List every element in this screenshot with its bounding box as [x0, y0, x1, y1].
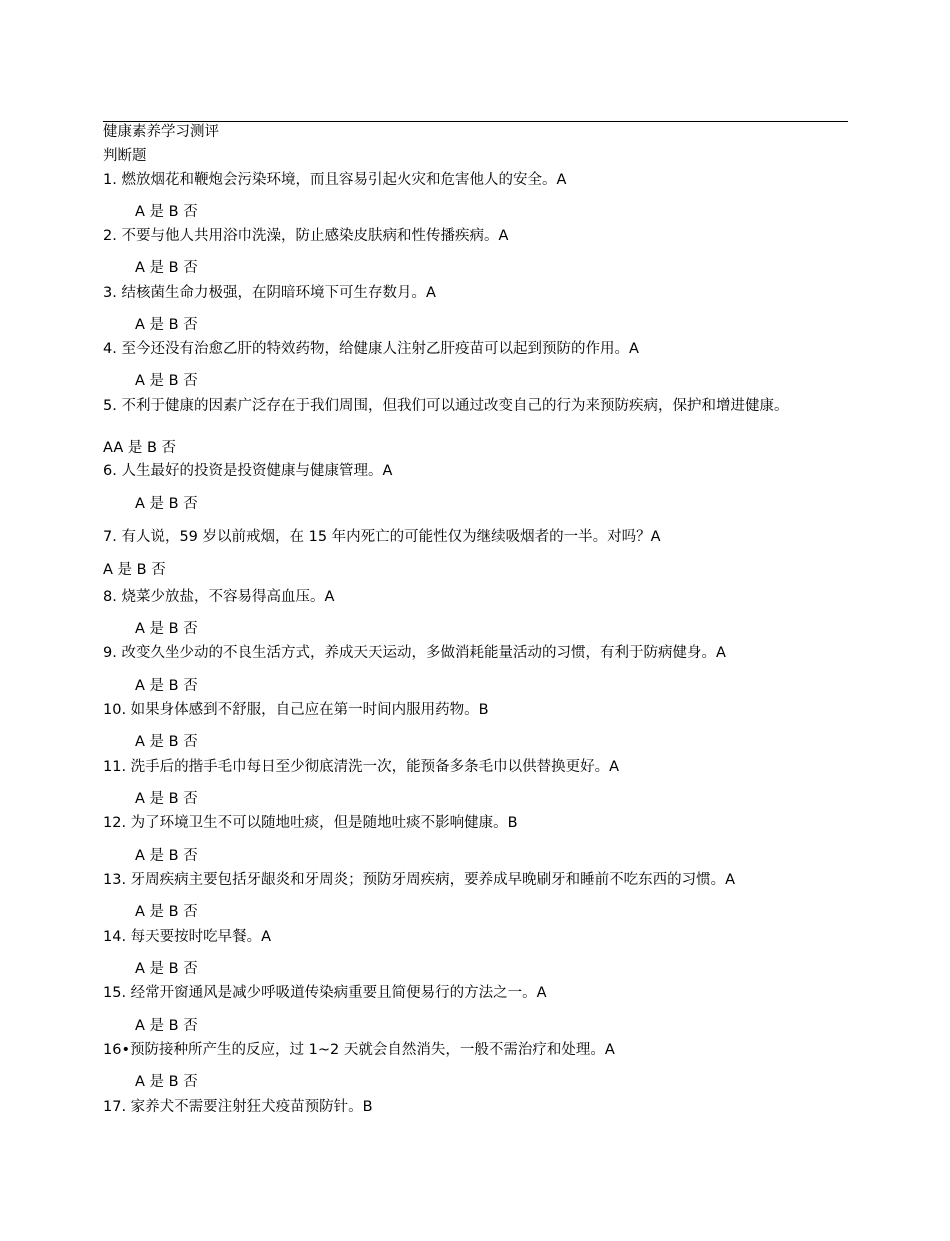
question-1-options: A 是 B 否: [135, 204, 198, 220]
question-9: 9. 改变久坐少动的不良生活方式，养成天天运动，多做消耗能量活动的习惯，有利于防病健身。A: [103, 645, 726, 661]
question-15-options: A 是 B 否: [135, 1018, 198, 1034]
question-6: 6. 人生最好的投资是投资健康与健康管理。A: [103, 463, 393, 479]
question-7-options: A 是 B 否: [103, 562, 166, 578]
question-7: 7. 有人说，59 岁以前戒烟，在 15 年内死亡的可能性仅为继续吸烟者的一半。对吗？A: [103, 529, 661, 545]
question-3: 3. 结核菌生命力极强，在阴暗环境下可生存数月。A: [103, 285, 436, 301]
document-title: 健康素养学习测评: [103, 124, 219, 140]
question-13: 13. 牙周疾病主要包括牙龈炎和牙周炎；预防牙周疾病，要养成早晚刷牙和睡前不吃东西的习惯。A: [103, 872, 736, 888]
question-5: 5. 不利于健康的因素广泛存在于我们周围，但我们可以通过改变自己的行为来预防疾病，保护和增进健康。: [103, 398, 789, 414]
question-10: 10. 如果身体感到不舒服，自己应在第一时间内服用药物。B: [103, 702, 489, 718]
question-11-options: A 是 B 否: [135, 791, 198, 807]
question-14: 14. 每天要按时吃早餐。A: [103, 929, 272, 945]
question-8: 8. 烧菜少放盐，不容易得高血压。A: [103, 589, 335, 605]
question-2: 2. 不要与他人共用浴巾洗澡，防止感染皮肤病和性传播疾病。A: [103, 228, 509, 244]
question-12: 12. 为了环境卫生不可以随地吐痰，但是随地吐痰不影响健康。B: [103, 815, 518, 831]
question-12-options: A 是 B 否: [135, 848, 198, 864]
question-8-options: A 是 B 否: [135, 621, 198, 637]
question-14-options: A 是 B 否: [135, 961, 198, 977]
question-15: 15. 经常开窗通风是减少呼吸道传染病重要且简便易行的方法之一。A: [103, 985, 547, 1001]
question-17: 17. 家养犬不需要注射狂犬疫苗预防针。B: [103, 1099, 373, 1115]
header-rule: [103, 121, 848, 122]
question-16: 16•预防接种所产生的反应，过 1~2 天就会自然消失，一般不需治疗和处理。A: [103, 1042, 615, 1058]
question-3-options: A 是 B 否: [135, 317, 198, 333]
question-10-options: A 是 B 否: [135, 734, 198, 750]
question-9-options: A 是 B 否: [135, 678, 198, 694]
question-16-options: A 是 B 否: [135, 1074, 198, 1090]
question-13-options: A 是 B 否: [135, 904, 198, 920]
question-5-options: AA 是 B 否: [103, 440, 177, 456]
question-2-options: A 是 B 否: [135, 260, 198, 276]
question-4: 4. 至今还没有治愈乙肝的特效药物，给健康人注射乙肝疫苗可以起到预防的作用。A: [103, 341, 639, 357]
question-1: 1. 燃放烟花和鞭炮会污染环境，而且容易引起火灾和危害他人的安全。A: [103, 172, 567, 188]
question-4-options: A 是 B 否: [135, 373, 198, 389]
question-6-options: A 是 B 否: [135, 496, 198, 512]
question-11: 11. 洗手后的揩手毛巾每日至少彻底清洗一次，能预备多条毛巾以供替换更好。A: [103, 759, 620, 775]
section-heading: 判断题: [103, 148, 147, 164]
